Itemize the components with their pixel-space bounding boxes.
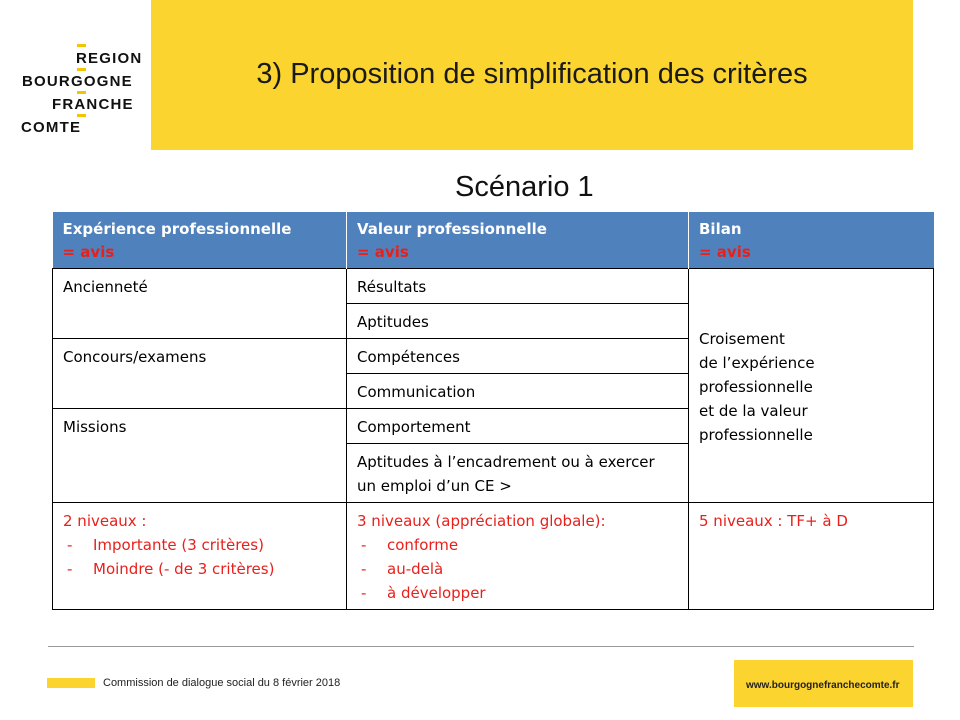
table-header-row [53, 212, 934, 269]
cell-levels-experience [53, 503, 347, 610]
cell-aptitudes: Aptitudes [347, 304, 689, 339]
header-label: Valeur professionnelle [357, 220, 547, 238]
scenario-title: Scénario 1 [455, 171, 594, 203]
bilan-line: et de la valeur [699, 401, 808, 420]
logo-accent-bar [77, 114, 86, 117]
header-sub: = avis [357, 243, 409, 261]
cell-missions: Missions [53, 409, 347, 503]
levels-title: 5 niveaux : TF+ à D [699, 512, 848, 530]
header-label: Expérience professionnelle [62, 220, 292, 238]
cell-competences: Compétences [347, 339, 689, 374]
header-bilan [689, 212, 934, 269]
cell-concours: Concours/examens [53, 339, 347, 409]
bilan-line: de l’expérience [699, 353, 815, 372]
cell-resultats: Résultats [347, 269, 689, 304]
footer-text: Commission de dialogue social du 8 février 2018 [103, 677, 341, 689]
logo-accent-bar [77, 68, 86, 71]
cell-aptitudes-encadrement: Aptitudes à l’encadrement ou à exercer un emploi d’un CE > [347, 444, 689, 503]
table-row [53, 269, 934, 304]
levels-title: 2 niveaux : [63, 512, 147, 530]
bilan-line: Croisement [699, 329, 785, 348]
cell-communication: Communication [347, 374, 689, 409]
criteria-table [52, 212, 934, 610]
cell-levels-bilan [689, 503, 934, 610]
header-experience [53, 212, 347, 269]
list-item: - au-delà [357, 557, 678, 581]
footer-url: www.bourgognefranchecomte.fr [746, 680, 900, 691]
bilan-line: professionnelle [699, 425, 813, 444]
page-title: 3) Proposition de simplification des critères [256, 58, 808, 90]
region-logo [20, 44, 150, 144]
bilan-line: professionnelle [699, 377, 813, 396]
header-sub: = avis [62, 243, 115, 261]
logo-line-bourgogne: BOURGOGNE [22, 73, 133, 90]
logo-accent-bar [77, 91, 86, 94]
header-sub: = avis [699, 243, 751, 261]
table-row-levels [53, 503, 934, 610]
list-item: - Moindre (- de 3 critères) [63, 557, 336, 581]
header-band [151, 0, 913, 150]
header-valeur [347, 212, 689, 269]
cell-levels-valeur [347, 503, 689, 610]
footer-url-box [734, 660, 913, 707]
cell-anciennete: Ancienneté [53, 269, 347, 339]
levels-title: 3 niveaux (appréciation globale): [357, 512, 606, 530]
footer-divider [48, 646, 914, 647]
logo-accent-bar [77, 44, 86, 47]
list-item: - à développer [357, 581, 678, 605]
levels-list [357, 533, 678, 605]
levels-list [63, 533, 336, 581]
cell-bilan-croisement [689, 269, 934, 503]
logo-line-franche: FRANCHE [52, 96, 134, 113]
cell-comportement: Comportement [347, 409, 689, 444]
list-item: - Importante (3 critères) [63, 533, 336, 557]
header-label: Bilan [699, 220, 742, 238]
footer-accent-bar [47, 678, 95, 688]
logo-line-region: REGION [76, 50, 143, 67]
logo-line-comte: COMTE [21, 119, 82, 136]
list-item: - conforme [357, 533, 678, 557]
